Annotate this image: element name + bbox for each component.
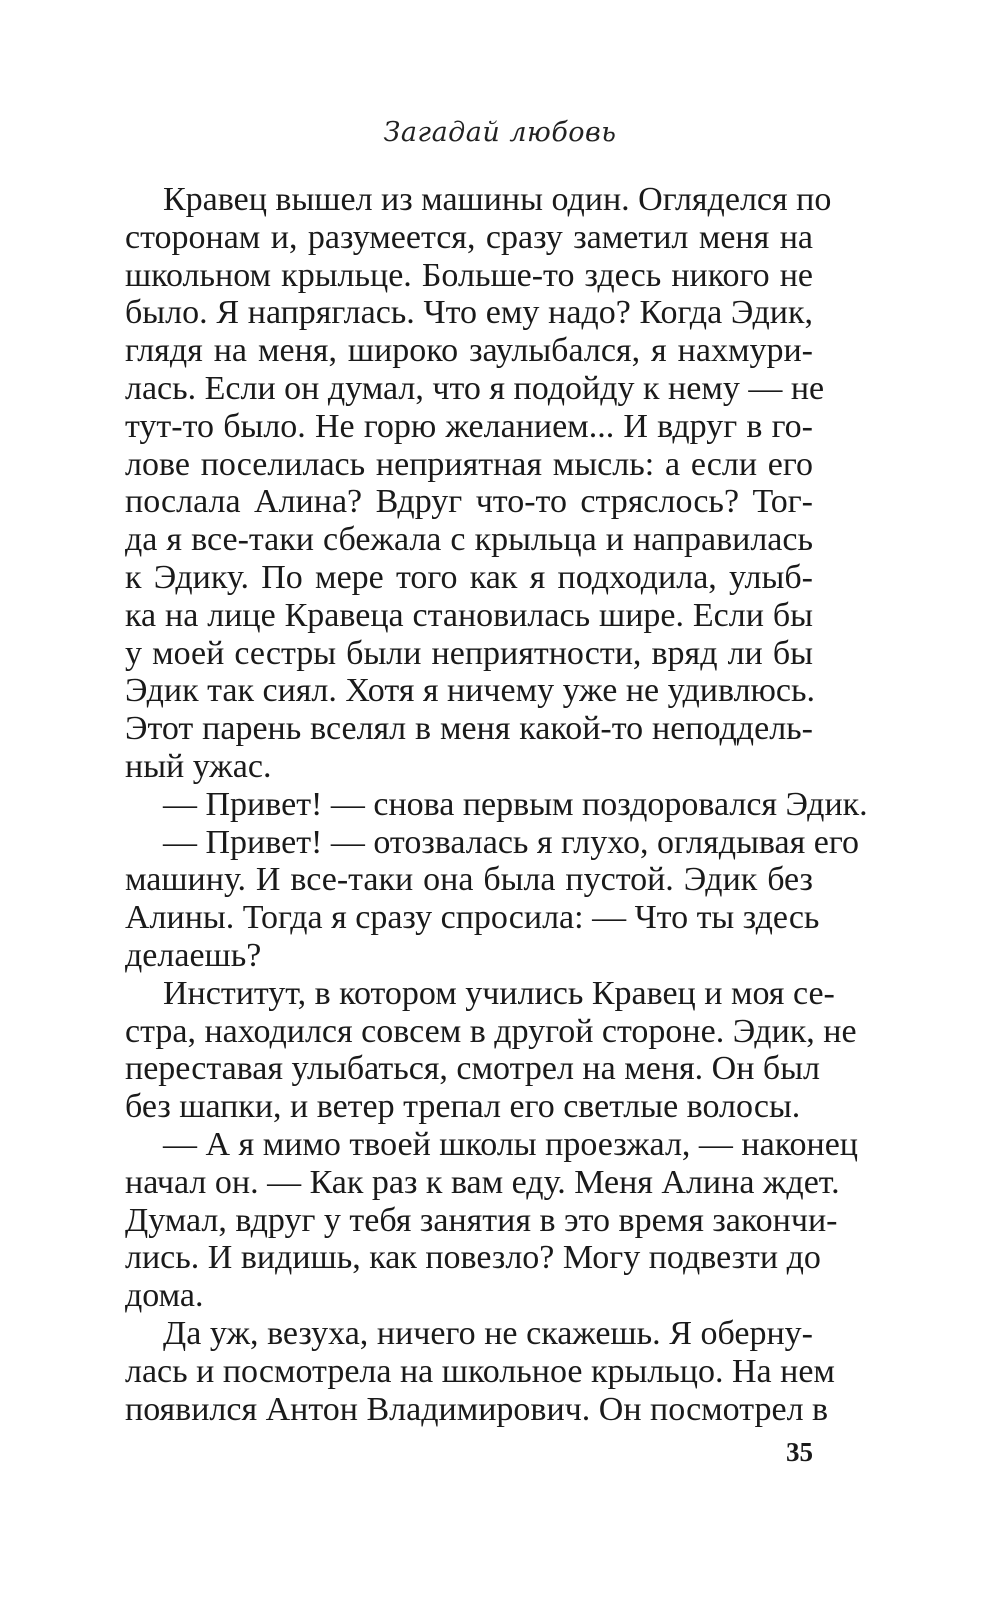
text-line: школьном крыльце. Больше-то здесь никого не: [125, 256, 813, 294]
text-line: тут-то было. Не горю желанием... И вдруг в го-: [125, 407, 813, 445]
text-line: Думал, вдруг у тебя занятия в это время закончи-: [125, 1201, 838, 1239]
text-line: Кравец вышел из машины один. Огляделся по: [163, 181, 832, 218]
text-line: послала Алина? Вдруг что-то стряслось? Тог-: [125, 483, 813, 521]
text-line: лась и посмотрела на школьное крыльцо. На нем: [125, 1352, 835, 1390]
paragraph: [125, 823, 859, 975]
page-number: 35: [786, 1437, 813, 1467]
text-line: дома.: [125, 1277, 204, 1315]
paragraph: [125, 1314, 835, 1428]
text-line: глядя на меня, широко заулыбался, я нахмури-: [125, 332, 813, 370]
text-line: к Эдику. По мере того как я подходила, улыб-: [125, 558, 813, 596]
text-line: лась. Если он думал, что я подойду к нему — не: [125, 369, 825, 407]
text-line: стра, находился совсем в другой стороне. Эдик, не: [125, 1012, 857, 1050]
text-line: ка на лице Кравеца становилась шире. Если бы: [125, 596, 813, 634]
text-line: Да уж, везуха, ничего не скажешь. Я оберну-: [163, 1314, 813, 1352]
text-line: у моей сестры были неприятности, вряд ли бы: [125, 634, 813, 672]
text-line: без шапки, и ветер трепал его светлые волосы.: [125, 1088, 801, 1126]
text-line: машину. И все-таки она была пустой. Эдик без: [125, 861, 813, 899]
text-line: делаешь?: [125, 936, 262, 974]
text-line: да я все-таки сбежала с крыльца и направилась: [125, 521, 813, 559]
text-line: Этот парень вселял в меня какой-то неподдель-: [125, 710, 813, 748]
running-head: Загадай любовь: [383, 117, 617, 148]
text-line: — Привет! — отозвалась я глухо, оглядывая его: [163, 823, 859, 861]
text-line: переставая улыбаться, смотрел на меня. Он был: [125, 1050, 821, 1088]
text-line: было. Я напряглась. Что ему надо? Когда Эдик,: [125, 294, 813, 332]
text-line: Эдик так сиял. Хотя я ничему уже не удивлюсь.: [125, 672, 816, 710]
paragraph: [125, 974, 857, 1126]
paragraph: [125, 785, 868, 824]
text-line: ный ужас.: [125, 747, 272, 785]
text-line: — А я мимо твоей школы проезжал, — наконец: [163, 1125, 858, 1163]
text-line: Институт, в котором учились Кравец и моя се-: [163, 974, 835, 1012]
paragraph: [125, 1125, 858, 1315]
text-line: начал он. — Как раз к вам еду. Меня Алина ждет.: [125, 1163, 840, 1201]
paragraph: [125, 181, 832, 786]
text-line: лись. И видишь, как повезло? Могу подвезти до: [125, 1239, 821, 1277]
text-line: Алины. Тогда я сразу спросила: — Что ты здесь: [125, 899, 820, 937]
text-line: лове поселилась неприятная мысль: а если его: [125, 445, 813, 483]
body-text: [125, 181, 868, 1428]
text-line: появился Антон Владимирович. Он посмотрел в: [125, 1390, 829, 1428]
text-line: — Привет! — снова первым поздоровался Эдик.: [163, 785, 868, 823]
text-line: сторонам и, разумеется, сразу заметил меня на: [125, 218, 813, 256]
